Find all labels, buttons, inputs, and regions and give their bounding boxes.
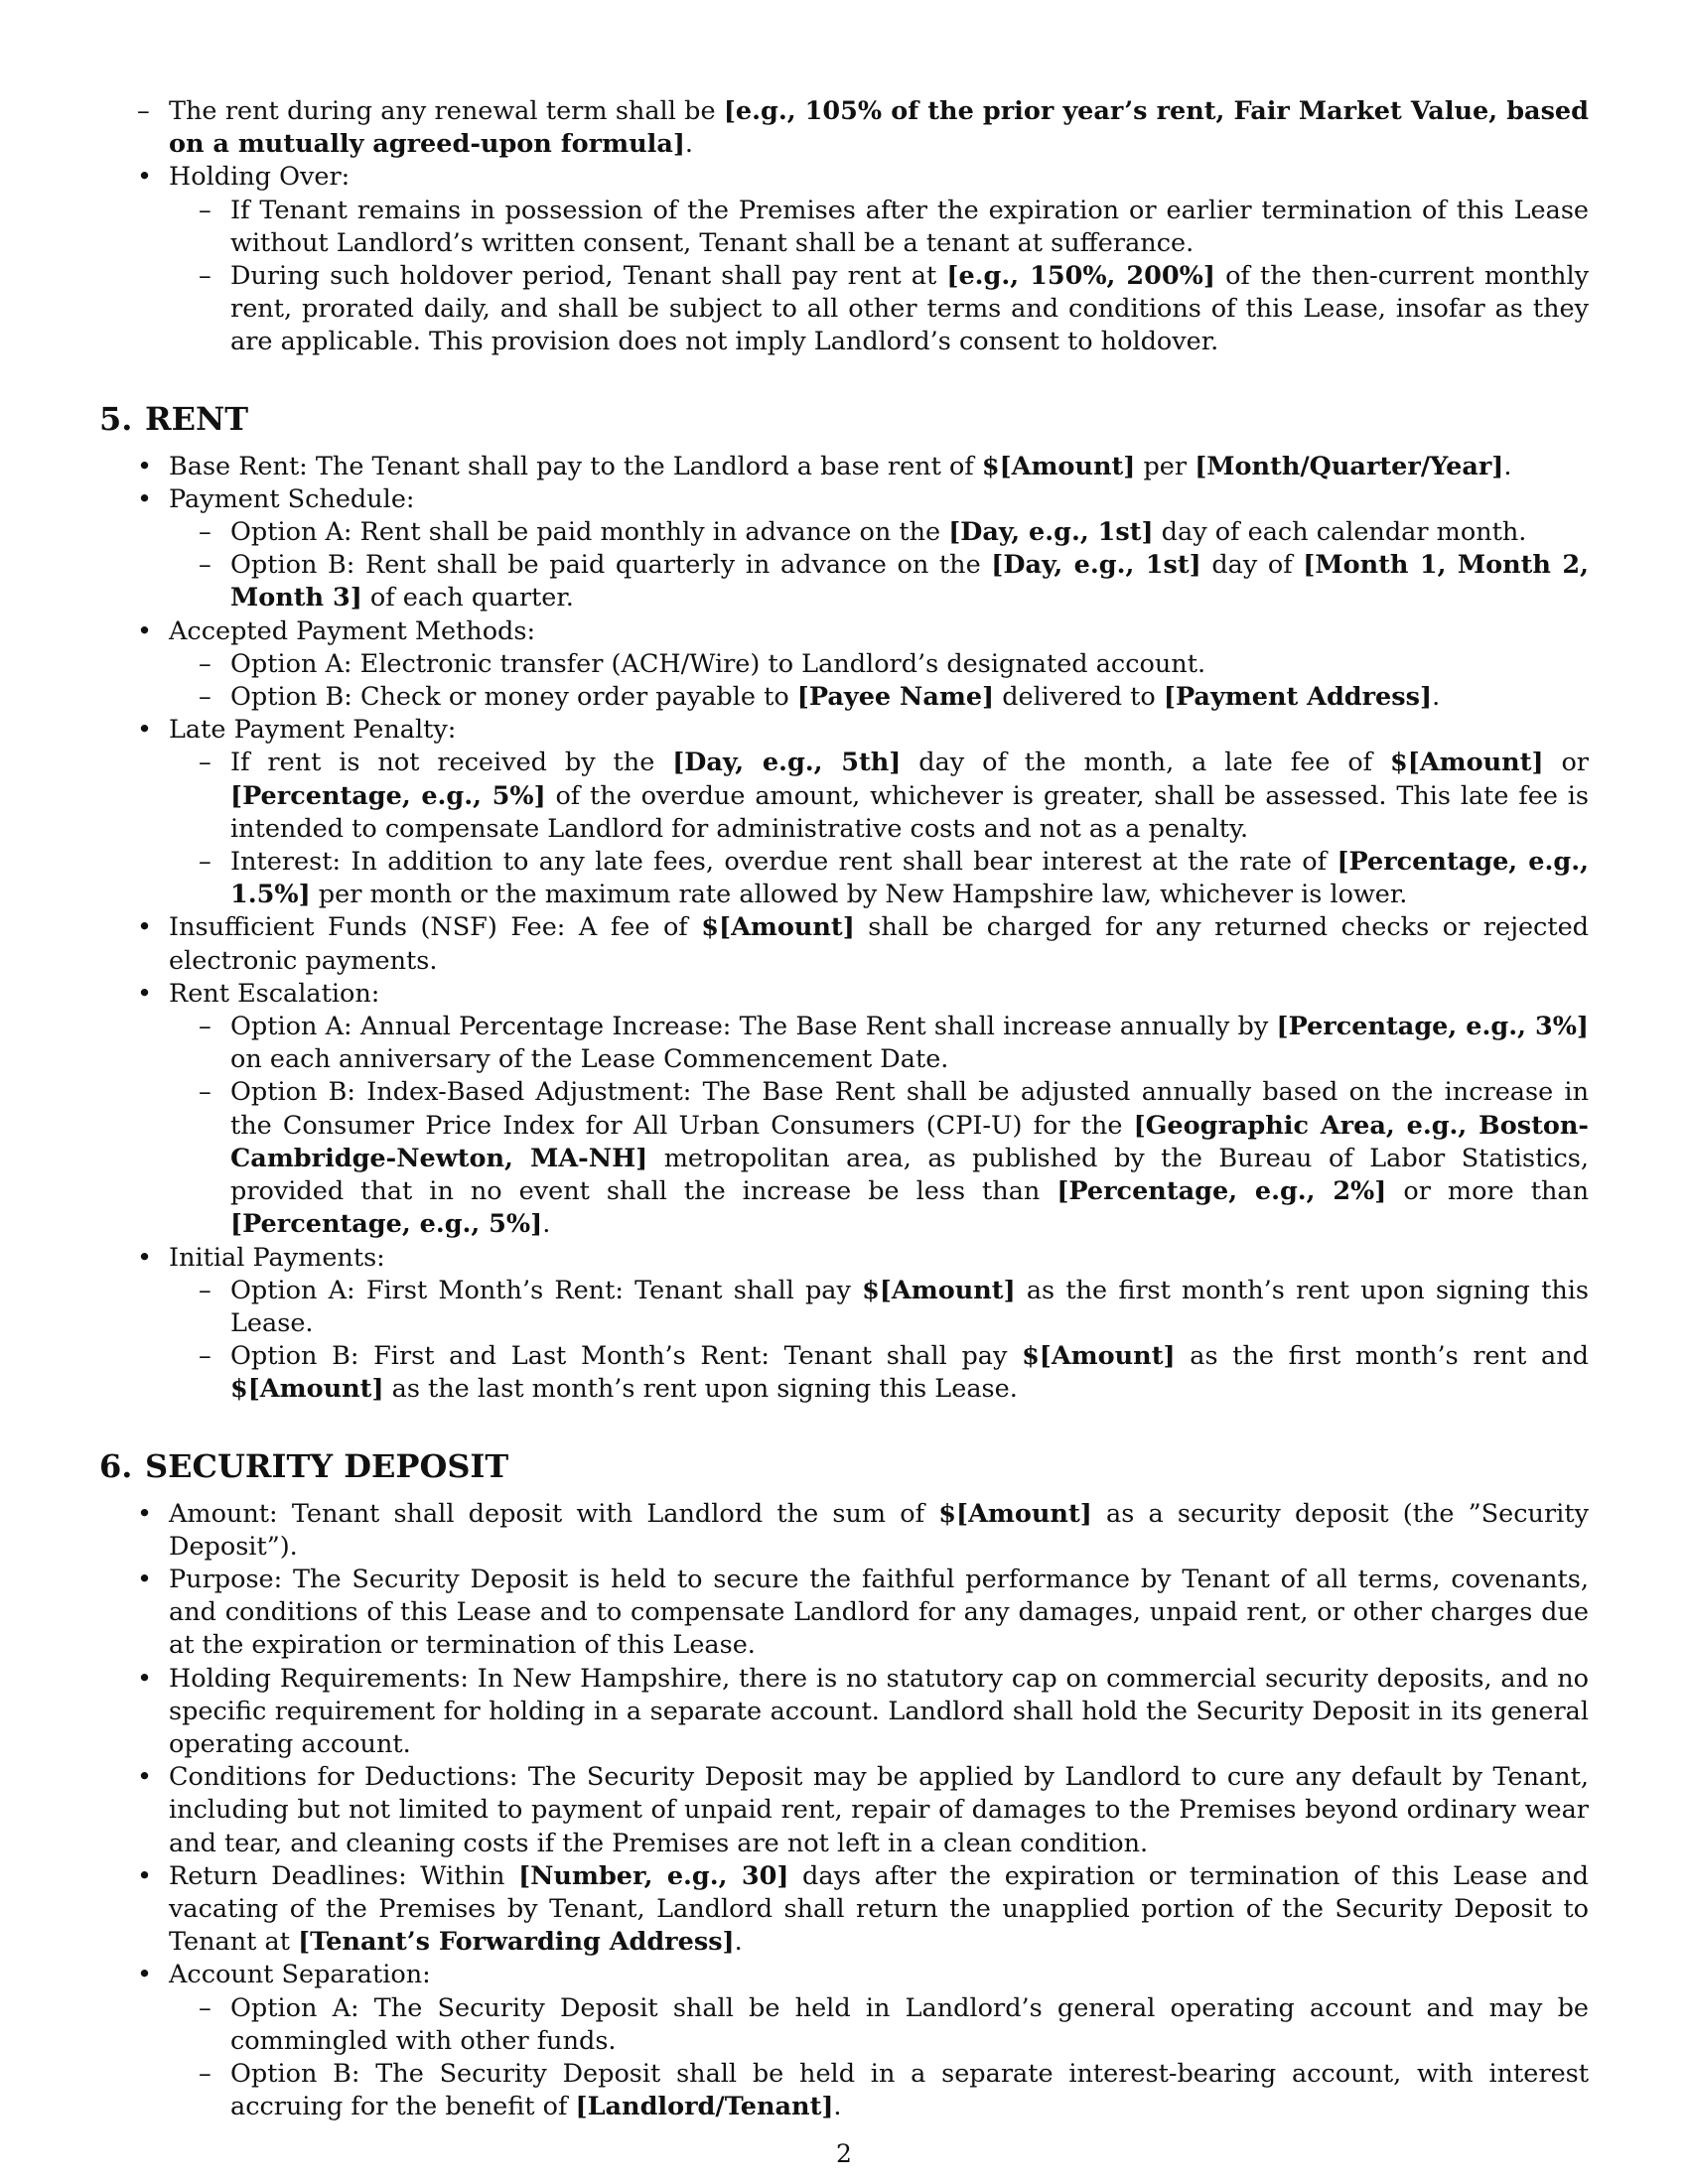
deposit-amount-item: • Amount: Tenant shall deposit with Landlord the sum of $[Amount] as a security deposit (the ”Security Deposit”). bbox=[99, 1498, 1589, 1564]
initial-payments-label: Initial Payments: bbox=[169, 1242, 385, 1273]
placeholder-field: [Percentage, e.g., 5%] bbox=[230, 1209, 543, 1240]
rent-escalation-option: – Option B: Index-Based Adjustment: The Base Rent shall be adjusted annually based on the increase in the Consumer Price Index for All Urban Consumers (CPI-U) for the [Geographic Area, e.g., Boston-Cambridge-Newton, MA-NH] metropolitan area, as published by the Bureau of Labor Statistics, provided that in no event shall the increase be less than [Percentage, e.g., 2%] or more than [Percentage, e.g., 5%]. bbox=[169, 1076, 1589, 1241]
account-separation-item bbox=[99, 1959, 1589, 2123]
holding-over-item bbox=[99, 161, 1589, 358]
deposit-deductions-item: • Conditions for Deductions: The Security Deposit may be applied by Landlord to cure any default by Tenant, including but not limited to payment of unpaid rent, repair of damages to the Premises beyond ordinary wear and tear, and cleaning costs if the Premises are not left in a clean condition. bbox=[99, 1761, 1589, 1860]
document-page bbox=[99, 95, 1589, 2123]
initial-payment-option: – Option A: First Month’s Rent: Tenant shall pay $[Amount] as the first month’s rent upon signing this Lease. bbox=[169, 1275, 1589, 1340]
placeholder-field: $[Amount] bbox=[862, 1275, 1016, 1305]
account-separation-option: – Option A: The Security Deposit shall be held in Landlord’s general operating account and may be commingled with other funds. bbox=[169, 1992, 1589, 2058]
placeholder-field: $[Amount] bbox=[230, 1374, 384, 1405]
placeholder-field: [Month/Quarter/Year] bbox=[1195, 451, 1504, 481]
rent-escalation-label: Rent Escalation: bbox=[169, 978, 380, 1009]
payment-method-option: – Option B: Check or money order payable to [Payee Name] delivered to [Payment Address]. bbox=[169, 681, 1589, 714]
late-penalty-sublist bbox=[169, 747, 1589, 911]
placeholder-field: [Percentage, e.g., 1.5%] bbox=[230, 847, 1589, 910]
continuation-list bbox=[99, 95, 1589, 359]
placeholder-field: [Geographic Area, e.g., Boston-Cambridge-Newton, MA-NH] bbox=[230, 1110, 1590, 1173]
holding-over-clause: – During such holdover period, Tenant shall pay rent at [e.g., 150%, 200%] of the then-current monthly rent, prorated daily, and shall be subject to all other terms and conditions of this Lease, insofar as they are applicable. This provision does not imply Landlord’s consent to holdover. bbox=[169, 260, 1589, 359]
placeholder-field: $[Amount] bbox=[1022, 1341, 1176, 1372]
account-separation-label: Account Separation: bbox=[169, 1960, 431, 1990]
placeholder-field: [Number, e.g., 30] bbox=[518, 1860, 789, 1891]
rent-escalation-sublist bbox=[169, 1011, 1589, 1241]
placeholder-field: [Day, e.g., 1st] bbox=[991, 550, 1201, 581]
deposit-purpose-item: • Purpose: The Security Deposit is held to secure the faithful performance by Tenant of all terms, covenants, and conditions of this Lease and to compensate Landlord for any damages, unpaid rent, or other charges due at the expiration or termination of this Lease. bbox=[99, 1564, 1589, 1663]
payment-schedule-label: Payment Schedule: bbox=[169, 483, 415, 514]
deposit-return-item: • Return Deadlines: Within [Number, e.g., 30] days after the expiration or termination of this Lease and vacating of the Premises by Tenant, Landlord shall return the unapplied portion of the Security Deposit to Tenant at [Tenant’s Forwarding Address]. bbox=[99, 1860, 1589, 1960]
placeholder-field: [Payment Address] bbox=[1163, 682, 1433, 713]
placeholder-field: [Month 1, Month 2, Month 3] bbox=[230, 550, 1589, 614]
holding-over-sublist bbox=[169, 195, 1589, 359]
rent-escalation-option: – Option A: Annual Percentage Increase: The Base Rent shall increase annually by [Percentage, e.g., 3%] on each anniversary of the Lease Commencement Date. bbox=[169, 1011, 1589, 1076]
holding-over-clause: – If Tenant remains in possession of the Premises after the expiration or earlier termination of this Lease without Landlord’s written consent, Tenant shall be a tenant at sufferance. bbox=[169, 195, 1589, 260]
payment-methods-sublist bbox=[169, 648, 1589, 714]
rent-escalation-item bbox=[99, 978, 1589, 1242]
late-penalty-item bbox=[99, 714, 1589, 911]
late-penalty-label: Late Payment Penalty: bbox=[169, 715, 457, 746]
late-penalty-clause: – Interest: In addition to any late fees, overdue rent shall bear interest at the rate of [Percentage, e.g., 1.5%] per month or the maximum rate allowed by New Hampshire law, whichever is lower. bbox=[169, 846, 1589, 911]
payment-schedule-sublist bbox=[169, 516, 1589, 615]
section-title: RENT bbox=[145, 399, 249, 438]
placeholder-field: [Percentage, e.g., 5%] bbox=[230, 780, 546, 811]
initial-payments-item bbox=[99, 1242, 1589, 1407]
placeholder-field: [Day, e.g., 5th] bbox=[672, 748, 902, 778]
placeholder-field: $[Amount] bbox=[981, 451, 1136, 481]
placeholder-field: $[Amount] bbox=[1390, 748, 1544, 778]
renewal-rent-clause: – The rent during any renewal term shall be [e.g., 105% of the prior year’s rent, Fair Market Value, based on a mutually agreed-upon formula]. bbox=[107, 95, 1589, 161]
section-heading-rent bbox=[99, 399, 1589, 439]
section-number: 5. bbox=[99, 399, 133, 438]
page-number: 2 bbox=[836, 2139, 852, 2168]
section-heading-security-deposit bbox=[99, 1446, 1589, 1486]
initial-payment-option: – Option B: First and Last Month’s Rent: Tenant shall pay $[Amount] as the first month’s rent and $[Amount] as the last month’s rent upon signing this Lease. bbox=[169, 1340, 1589, 1406]
payment-methods-item bbox=[99, 615, 1589, 715]
initial-payments-sublist bbox=[169, 1275, 1589, 1407]
placeholder-field: [Day, e.g., 1st] bbox=[948, 517, 1154, 548]
payment-methods-label: Accepted Payment Methods: bbox=[169, 615, 536, 646]
payment-schedule-option: – Option A: Rent shall be paid monthly in advance on the [Day, e.g., 1st] day of each calendar month. bbox=[169, 516, 1589, 549]
placeholder-field: [e.g., 150%, 200%] bbox=[946, 261, 1215, 292]
continuation-item bbox=[99, 95, 1589, 161]
renewal-sublist bbox=[107, 95, 1589, 161]
holding-over-label: Holding Over: bbox=[169, 162, 351, 193]
payment-method-option: – Option A: Electronic transfer (ACH/Wire) to Landlord’s designated account. bbox=[169, 648, 1589, 681]
section-title: SECURITY DEPOSIT bbox=[145, 1446, 509, 1485]
placeholder-field: [Percentage, e.g., 3%] bbox=[1276, 1012, 1589, 1042]
deposit-holding-item: • Holding Requirements: In New Hampshire, there is no statutory cap on commercial security deposits, and no specific requirement for holding in a separate account. Landlord shall hold the Security Deposit in its general operating account. bbox=[99, 1663, 1589, 1762]
payment-schedule-item bbox=[99, 483, 1589, 615]
security-deposit-list bbox=[99, 1498, 1589, 2124]
placeholder-field: [Tenant’s Forwarding Address] bbox=[298, 1927, 735, 1958]
account-separation-sublist bbox=[169, 1992, 1589, 2124]
placeholder-field: [Landlord/Tenant] bbox=[575, 2092, 834, 2122]
nsf-fee-item: • Insufficient Funds (NSF) Fee: A fee of $[Amount] shall be charged for any returned checks or rejected electronic payments. bbox=[99, 911, 1589, 977]
account-separation-option: – Option B: The Security Deposit shall be held in a separate interest-bearing account, with interest accruing for the benefit of [Landlord/Tenant]. bbox=[169, 2058, 1589, 2123]
placeholder-field: [e.g., 105% of the prior year’s rent, Fair Market Value, based on a mutually agreed-upon formula] bbox=[169, 96, 1589, 160]
placeholder-field: $[Amount] bbox=[701, 912, 855, 943]
placeholder-field: $[Amount] bbox=[938, 1498, 1092, 1529]
late-penalty-clause: – If rent is not received by the [Day, e.g., 5th] day of the month, a late fee of $[Amount] or [Percentage, e.g., 5%] of the overdue amount, whichever is greater, shall be assessed. This late fee is intended to compensate Landlord for administrative costs and not as a penalty. bbox=[169, 747, 1589, 846]
payment-schedule-option: – Option B: Rent shall be paid quarterly in advance on the [Day, e.g., 1st] day of [Month 1, Month 2, Month 3] of each quarter. bbox=[169, 549, 1589, 614]
base-rent-item: • Base Rent: The Tenant shall pay to the Landlord a base rent of $[Amount] per [Month/Quarter/Year]. bbox=[99, 451, 1589, 483]
placeholder-field: [Payee Name] bbox=[796, 682, 995, 713]
placeholder-field: [Percentage, e.g., 2%] bbox=[1056, 1176, 1387, 1207]
rent-list bbox=[99, 451, 1589, 1407]
section-number: 6. bbox=[99, 1446, 133, 1485]
